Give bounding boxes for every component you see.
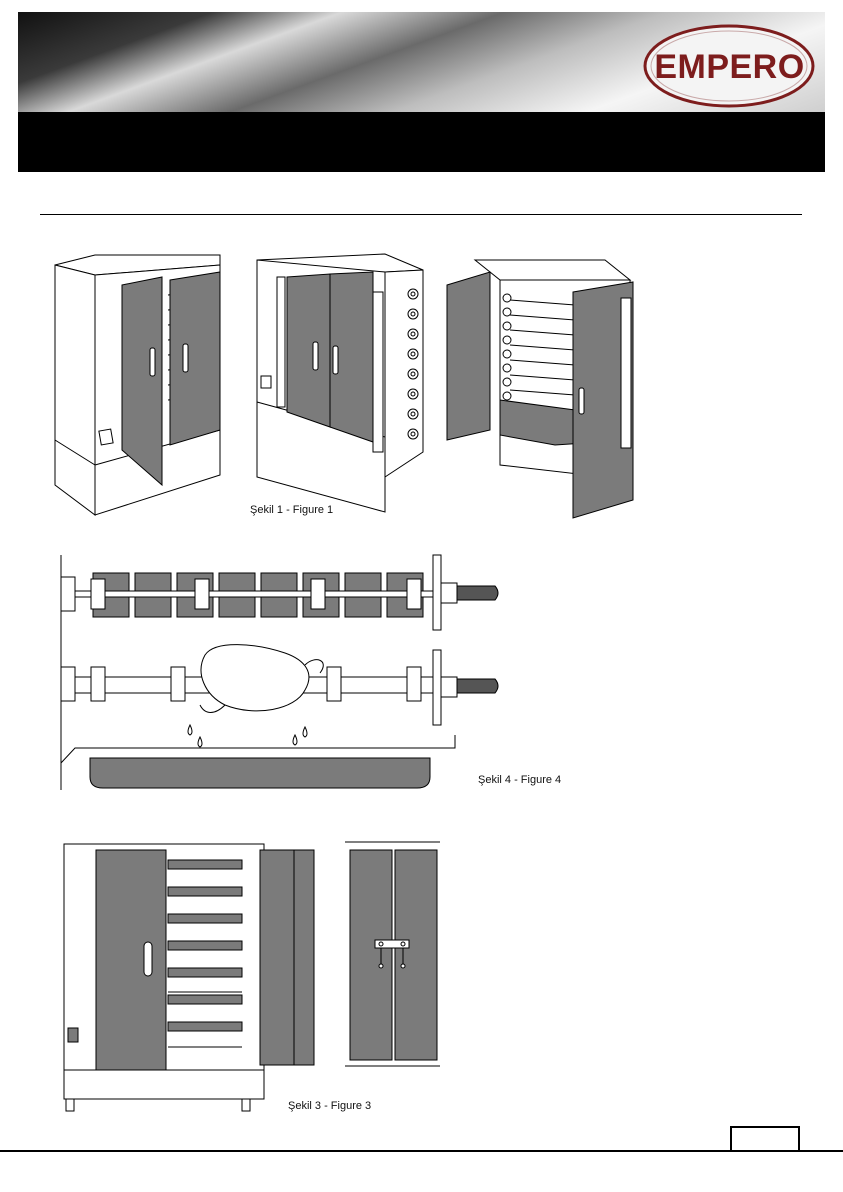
- footer-rule: [0, 1150, 843, 1152]
- figure3-caption: Şekil 3 - Figure 3: [288, 1100, 372, 1112]
- figure1-caption: Şekil 1 - Figure 1: [250, 504, 334, 516]
- figure1-oven-front: [255, 252, 440, 512]
- header-title-bar: [18, 112, 825, 172]
- brand-name: EMPERO: [654, 48, 805, 86]
- figure1-oven-open-left: [50, 250, 230, 520]
- figure3-oven-front: [62, 842, 317, 1117]
- page-number-tab: [730, 1126, 800, 1150]
- brand-logo: [642, 20, 817, 108]
- figure1-oven-open-right: [445, 250, 640, 520]
- figure4-skewer-diagram: [55, 555, 505, 795]
- section-divider: [40, 214, 802, 215]
- figure4-caption: Şekil 4 - Figure 4: [478, 774, 562, 786]
- figure3-door-detail: [345, 840, 445, 1070]
